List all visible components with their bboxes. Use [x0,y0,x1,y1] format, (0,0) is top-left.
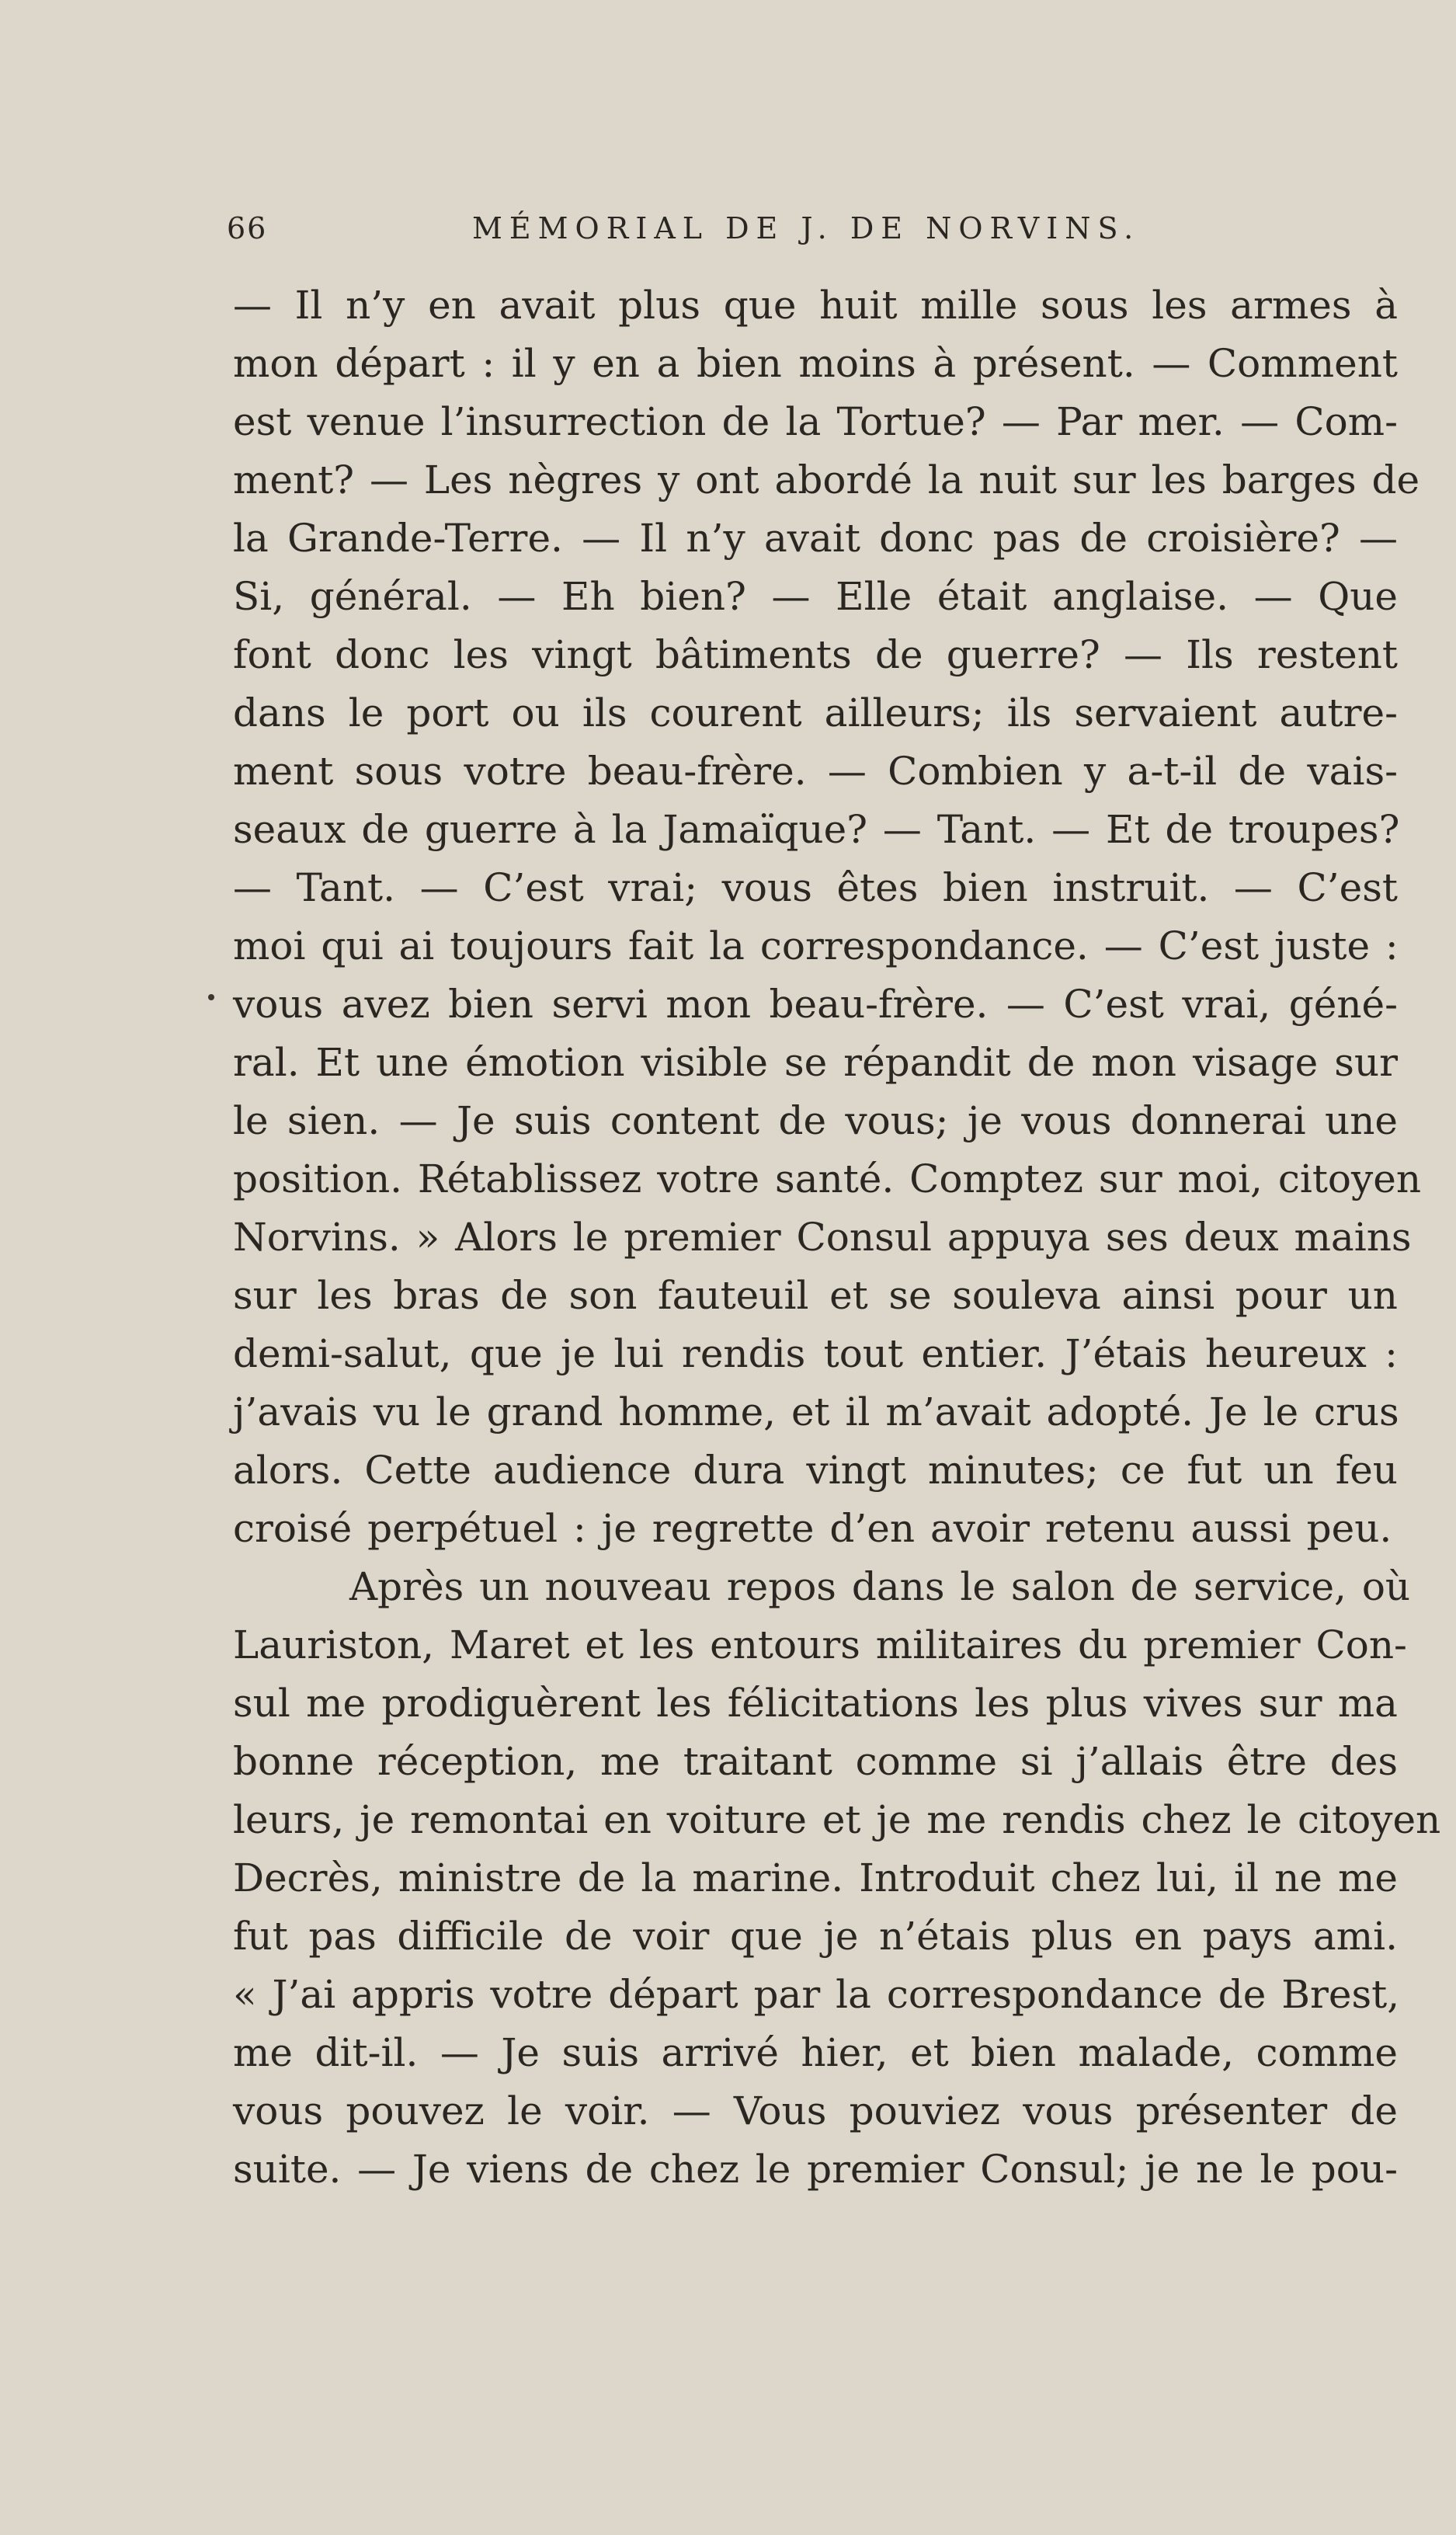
text-line: croisé perpétuel : je regrette d’en avoir retenu aussi peu. [233,1506,1392,1551]
text-line: Decrès, ministre de la marine. Introduit chez lui, il ne me [233,1855,1398,1900]
paragraph-first-line: Après un nouveau repos dans le salon de service, où [349,1564,1411,1609]
running-title: MÉMORIAL DE J. DE NORVINS. [472,211,1141,245]
text-line: moi qui ai toujours fait la correspondance. — C’est juste : [233,923,1399,968]
text-line: vous pouvez le voir. — Vous pouviez vous présenter de [233,2088,1398,2133]
text-line: demi-salut, que je lui rendis tout entier. J’étais heureux : [233,1331,1398,1376]
text-line: dans le port ou ils courent ailleurs; ils servaient autre- [233,690,1398,735]
text-line: le sien. — Je suis content de vous; je vous donnerai une [233,1098,1398,1143]
body-text [233,276,1441,2199]
text-line: bonne réception, me traitant comme si j’allais être des [233,1739,1398,1784]
text-line: ment? — Les nègres y ont abordé la nuit sur les barges de [233,457,1420,502]
text-line: — Il n’y en avait plus que huit mille sous les armes à [233,283,1398,328]
text-line: j’avais vu le grand homme, et il m’avait adopté. Je le crus [233,1389,1399,1434]
page-header [227,211,1376,258]
text-line: ral. Et une émotion visible se répandit de mon visage sur [233,1040,1398,1085]
text-line: leurs, je remontai en voiture et je me rendis chez le citoyen [233,1797,1441,1842]
text-line: sur les bras de son fauteuil et se souleva ainsi pour un [233,1273,1398,1318]
margin-mark [208,994,214,1000]
text-line: font donc les vingt bâtiments de guerre? — Ils restent [233,632,1398,677]
text-line: ment sous votre beau-frère. — Combien y a-t-il de vais- [233,749,1398,794]
text-line: fut pas difficile de voir que je n’étais plus en pays ami. [233,1914,1398,1959]
text-line: suite. — Je viens de chez le premier Consul; je ne le pou- [233,2147,1398,2192]
text-line: la Grande-Terre. — Il n’y avait donc pas de croisière? — [233,516,1398,561]
text-line: vous avez bien servi mon beau-frère. — C’est vrai, géné- [233,982,1398,1027]
text-line: Si, général. — Eh bien? — Elle était anglaise. — Que [233,574,1398,619]
text-line: seaux de guerre à la Jamaïque? — Tant. — Et de troupes? [233,807,1400,852]
text-line: Lauriston, Maret et les entours militaires du premier Con- [233,1622,1407,1667]
text-line: « J’ai appris votre départ par la correspondance de Brest, [233,1972,1400,2017]
text-line: est venue l’insurrection de la Tortue? — Par mer. — Com- [233,399,1398,444]
text-line: alors. Cette audience dura vingt minutes; ce fut un feu [233,1448,1398,1493]
text-line: sul me prodiguèrent les félicitations les plus vives sur ma [233,1681,1398,1726]
text-line: mon départ : il y en a bien moins à présent. — Comment [233,341,1398,386]
text-line: — Tant. — C’est vrai; vous êtes bien instruit. — C’est [233,865,1398,910]
text-line: Norvins. » Alors le premier Consul appuya ses deux mains [233,1215,1412,1260]
text-line: position. Rétablissez votre santé. Comptez sur moi, citoyen [233,1156,1422,1201]
page-number: 66 [227,211,268,245]
text-line: me dit-il. — Je suis arrivé hier, et bien malade, comme [233,2030,1398,2075]
